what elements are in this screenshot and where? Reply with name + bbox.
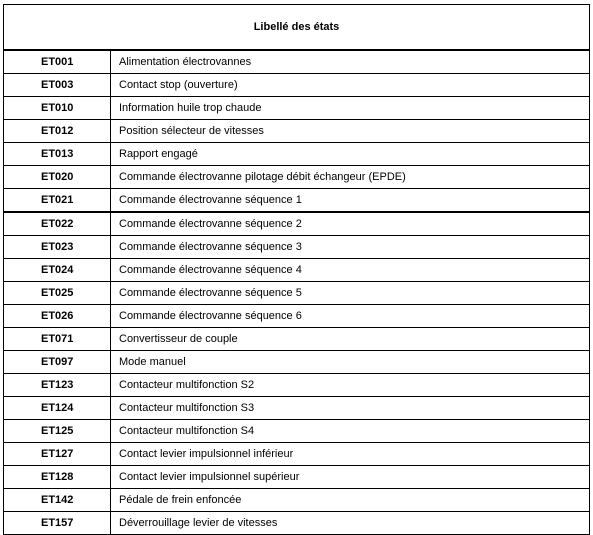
state-code: ET127 (4, 443, 111, 466)
state-label: Contacteur multifonction S4 (111, 420, 590, 443)
state-code: ET012 (4, 120, 111, 143)
table-row (4, 236, 590, 259)
state-label: Contacteur multifonction S2 (111, 374, 590, 397)
table-row (4, 489, 590, 512)
table-row (4, 466, 590, 489)
state-code: ET023 (4, 236, 111, 259)
table-header-row (4, 5, 590, 51)
state-code: ET025 (4, 282, 111, 305)
state-label: Convertisseur de couple (111, 328, 590, 351)
table-row (4, 374, 590, 397)
state-code: ET020 (4, 166, 111, 189)
state-label: Information huile trop chaude (111, 97, 590, 120)
state-label: Commande électrovanne séquence 2 (111, 212, 590, 236)
state-label: Pédale de frein enfoncée (111, 489, 590, 512)
state-label: Déverrouillage levier de vitesses (111, 512, 590, 535)
state-code: ET013 (4, 143, 111, 166)
state-label: Commande électrovanne séquence 6 (111, 305, 590, 328)
table-row (4, 351, 590, 374)
state-code: ET071 (4, 328, 111, 351)
table-row (4, 120, 590, 143)
state-code: ET026 (4, 305, 111, 328)
table-row (4, 189, 590, 213)
state-code: ET022 (4, 212, 111, 236)
state-label: Commande électrovanne séquence 1 (111, 189, 590, 213)
state-code: ET157 (4, 512, 111, 535)
table-row (4, 397, 590, 420)
table-row (4, 259, 590, 282)
state-label: Commande électrovanne séquence 4 (111, 259, 590, 282)
state-code: ET128 (4, 466, 111, 489)
table-row (4, 512, 590, 535)
state-code: ET125 (4, 420, 111, 443)
table-row (4, 328, 590, 351)
state-label: Commande électrovanne séquence 3 (111, 236, 590, 259)
state-label: Commande électrovanne pilotage débit échangeur (EPDE) (111, 166, 590, 189)
state-code: ET142 (4, 489, 111, 512)
state-label: Commande électrovanne séquence 5 (111, 282, 590, 305)
state-label: Position sélecteur de vitesses (111, 120, 590, 143)
table-row (4, 443, 590, 466)
table-row (4, 143, 590, 166)
state-code: ET001 (4, 50, 111, 74)
state-label: Contact levier impulsionnel supérieur (111, 466, 590, 489)
state-label: Contact levier impulsionnel inférieur (111, 443, 590, 466)
state-label: Alimentation électrovannes (111, 50, 590, 74)
state-code: ET021 (4, 189, 111, 213)
state-label: Contact stop (ouverture) (111, 74, 590, 97)
state-code: ET010 (4, 97, 111, 120)
table-row (4, 282, 590, 305)
table-row (4, 305, 590, 328)
table-row (4, 420, 590, 443)
state-code: ET024 (4, 259, 111, 282)
table-row (4, 50, 590, 74)
states-table (3, 4, 590, 535)
table-row (4, 166, 590, 189)
state-code: ET123 (4, 374, 111, 397)
table-row (4, 74, 590, 97)
state-label: Mode manuel (111, 351, 590, 374)
state-label: Rapport engagé (111, 143, 590, 166)
state-label: Contacteur multifonction S3 (111, 397, 590, 420)
state-code: ET097 (4, 351, 111, 374)
table-header: Libellé des états (4, 5, 590, 51)
state-code: ET003 (4, 74, 111, 97)
state-code: ET124 (4, 397, 111, 420)
table-body (4, 50, 590, 535)
table-row (4, 97, 590, 120)
table-row (4, 212, 590, 236)
